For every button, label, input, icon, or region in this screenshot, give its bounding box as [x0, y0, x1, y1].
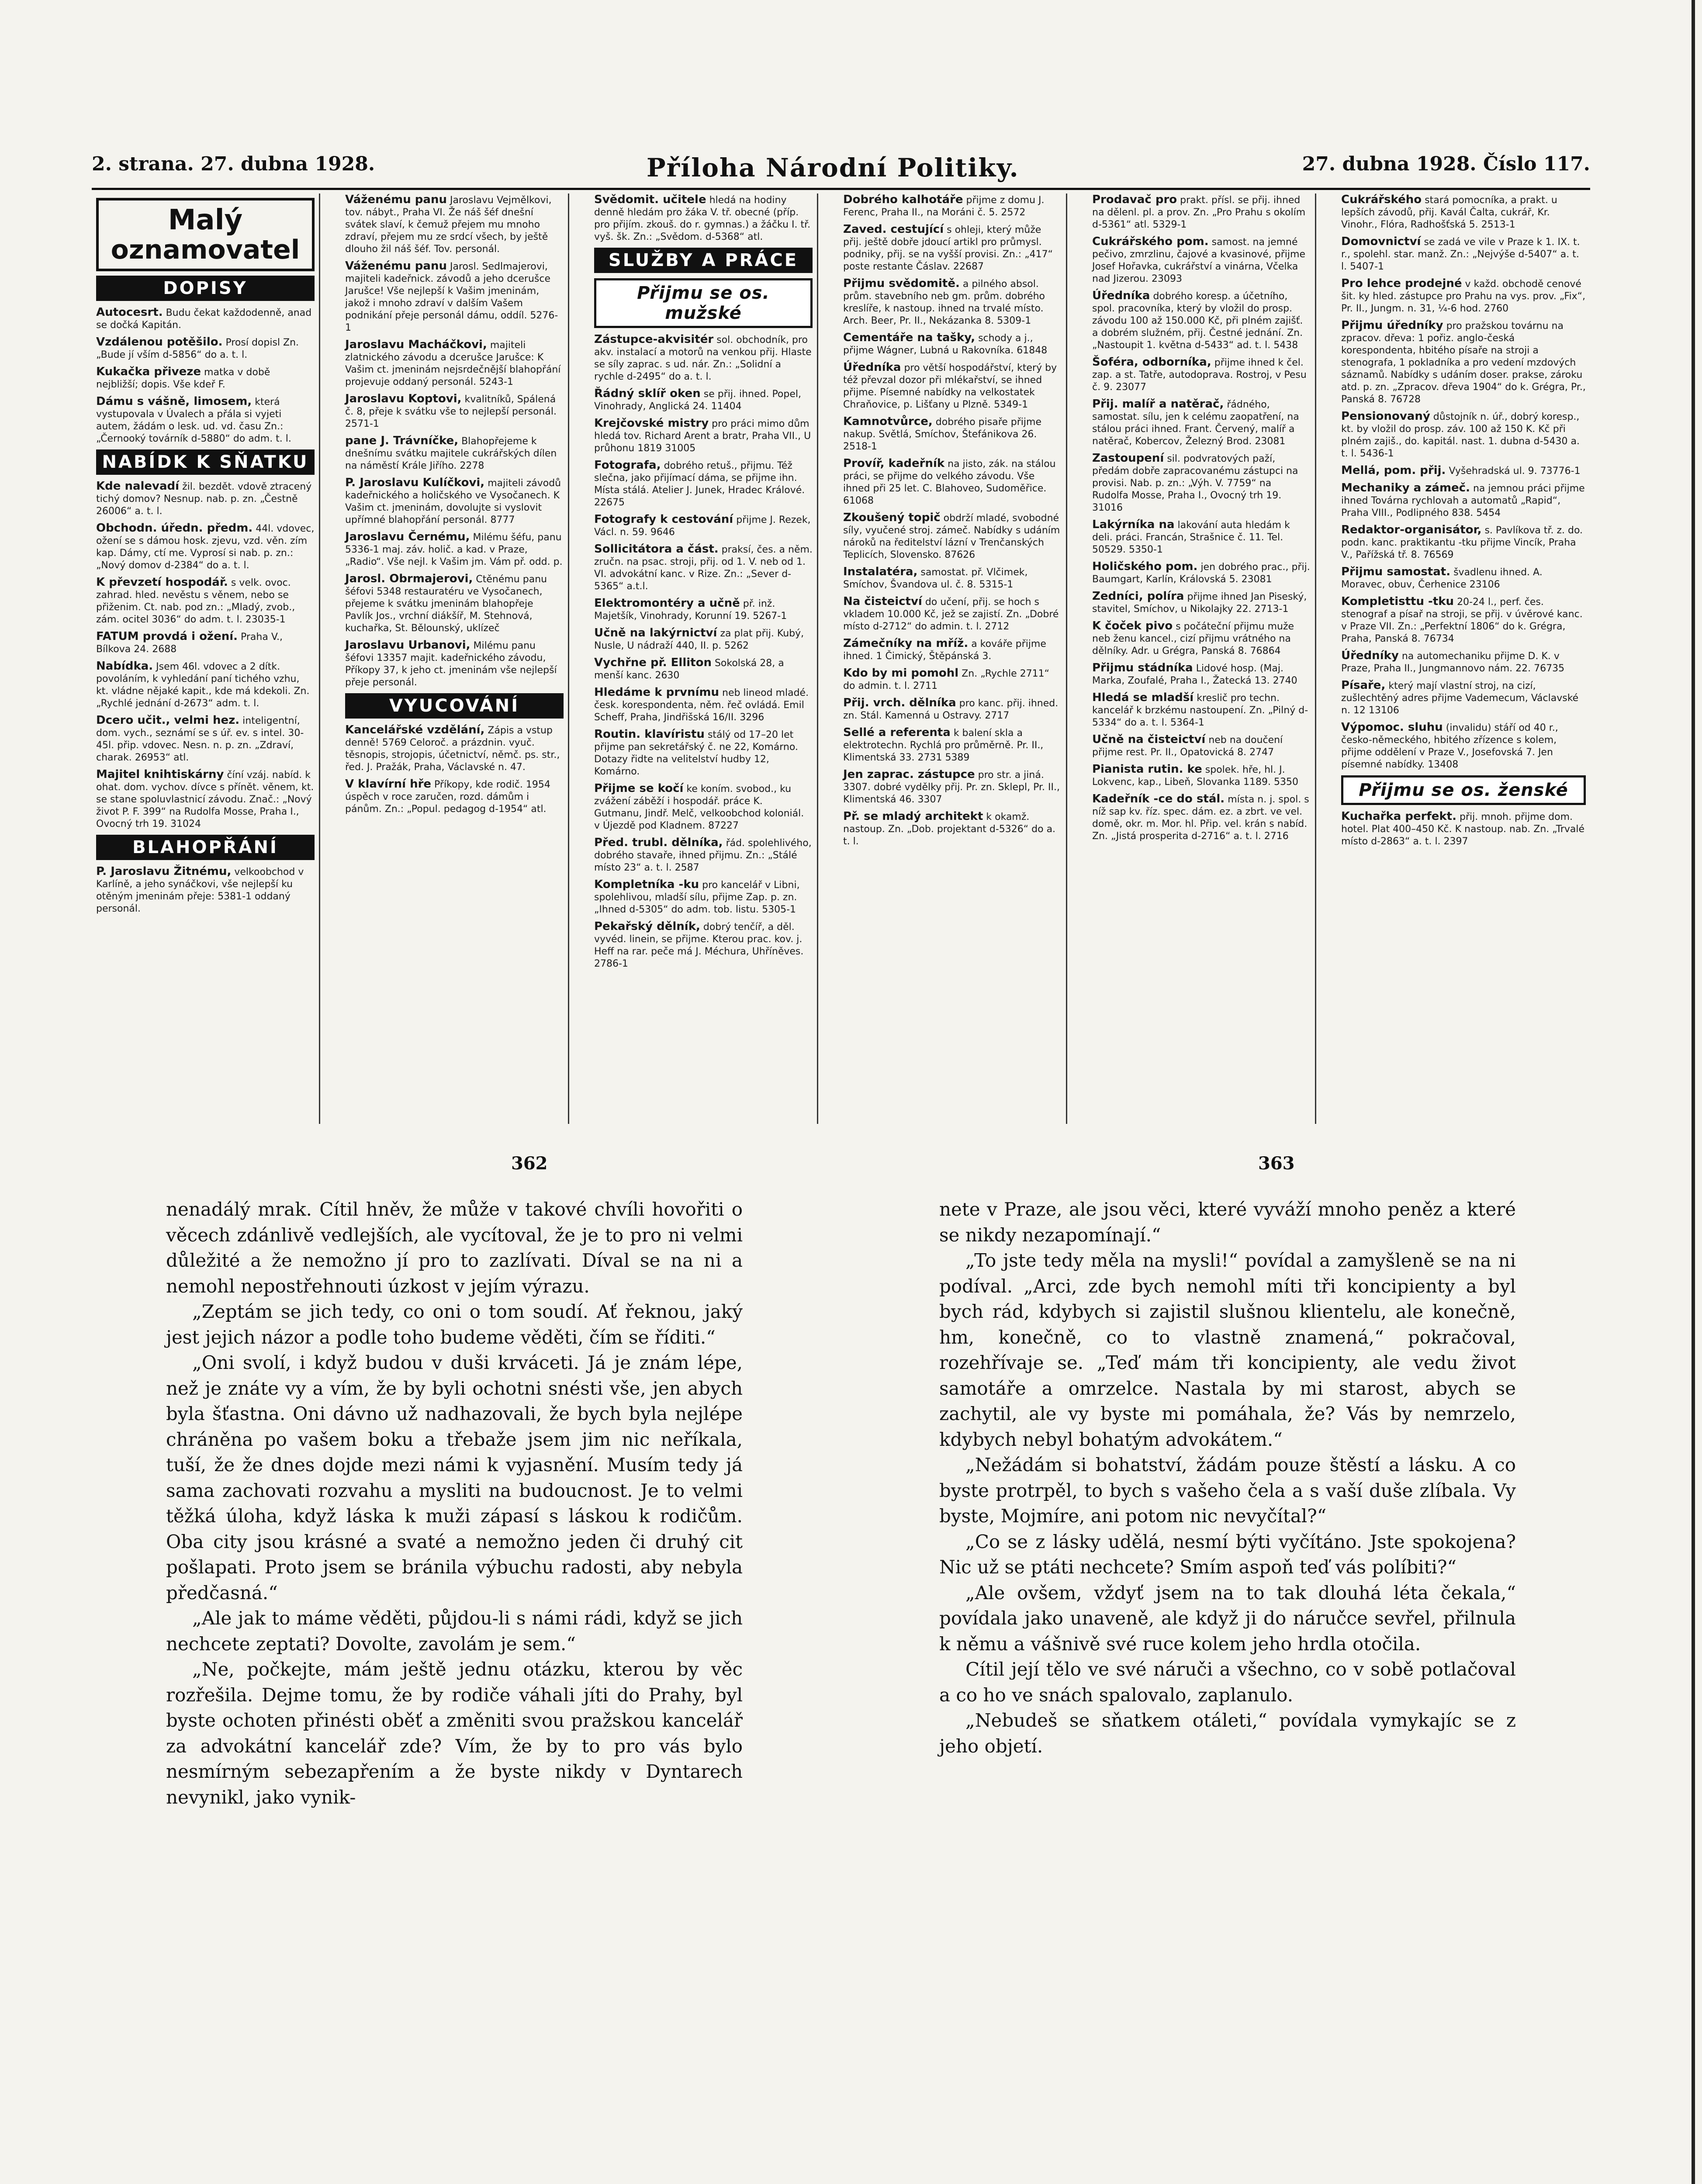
classified-ad: [96, 768, 315, 830]
classified-ad: [1092, 398, 1311, 448]
classified-ad-text: k okamž. nastoup. Zn. „Dob. projektant d-5326“ do a. t. l.: [843, 812, 1056, 847]
page-number-right: 363: [1258, 1153, 1295, 1174]
classified-ad-text: za plat přij. Kubý, Nusle, U nádraží 440, II. p. 5262: [594, 628, 804, 651]
classified-ad-heading: Kancelářské vzdělání,: [345, 723, 485, 736]
classified-ad-heading: Kompletníka -ku: [594, 878, 699, 891]
logo-line-2: oznamovatel: [111, 235, 300, 265]
classified-ad: [1341, 524, 1586, 561]
ads-column-4: [839, 194, 1067, 1124]
classified-ad: [843, 361, 1062, 411]
classified-ad-heading: Učně na čisteictví: [1092, 733, 1206, 746]
classified-ad-heading: Pro lehce prodejné: [1341, 277, 1462, 290]
classified-ad: [96, 336, 315, 361]
story-paragraph: „Oni svolí, i když budou v duši krváceti. Já je znám lépe, než je znáte vy a vím, že by byli ochotni snésti vše, jen abych byla šťastna. Oni dávno už nadhazovali, že bych byla nejlépe chráněna po vašem boku a třebaže jsem jim nic neříkala, tuší, že že dnes dojde mezi námi k vyjasnění. Musím tedy já sama zachovati rozvahu a mysliti na budoucnost. Je to velmi těžká úloha, když láska k muži zápasí s láskou k rodičům. Oba city jsou krásné a svaté a nemožno jeden či druhý cit pošlapati. Proto jsem se bránila výbuchu radosti, aby nebyla předčasná.“: [166, 1352, 743, 1603]
classified-ad-heading: Hledáme k prvnímu: [594, 686, 719, 699]
classified-ad-text: přijme ihned k čel. zap. a st. Tatře, autodoprava. Rostroj, v Pesu č. 9. 23077: [1092, 357, 1307, 393]
classified-ad-text: který mají vlastní stroj, na cizí, zušlechtěný adres přijme Vademecum, Václavské n. 12 13106: [1341, 681, 1579, 716]
classified-ad: [1341, 194, 1586, 231]
header-date-right: 27. dubna 1928. Číslo 117.: [1302, 153, 1590, 175]
classified-ad-text: která vystupovala v Úvalech a přála si vyjeti autem, žádám o lesk. ud. vd. času Zn.: „Černooký továrník d-5880“ do adm. t. l.: [96, 397, 291, 444]
classified-ad-text: velkoobchod v Karlíně, a jeho synáčkovi, vše nejlepší ku otěným jmeninám přeje: 5381-1 oddaný personál.: [96, 867, 304, 914]
classified-ad-heading: Svědomit. učitele: [594, 194, 706, 206]
classified-ad: [345, 194, 564, 256]
classified-ad-heading: pane J. Trávníčke,: [345, 434, 459, 447]
classified-ad: [843, 332, 1062, 357]
classified-ad: [843, 223, 1062, 273]
classified-ad-text: Příkopy, kde rodič. 1954 úspěch v roce zaručen, rozd. dámům i pánům. Zn.: „Popul. pedagog d-1954“ atl.: [345, 779, 550, 815]
classified-ad-heading: Jen zaprac. zástupce: [843, 768, 975, 781]
classified-ad-heading: Obchodn. úředn. předm.: [96, 522, 253, 535]
classified-ad-text: řádného, samostat. sílu, jen k celému zaopatření, na stálou práci ihned. Frant. Červený, malíř a natěrač, Kobercov, Železný Brod. 23081: [1092, 399, 1299, 447]
classified-ad: [594, 513, 813, 539]
classified-ad-text: na jisto, zák. na stálou práci, se přijme do velkého závodu. Vše ihned při 25 let. C. Blahoveo, Sudoměřice. 61068: [843, 459, 1056, 506]
classified-ad-heading: Kadeřník -ce do stál.: [1092, 792, 1225, 805]
classified-ad: [594, 728, 813, 778]
classified-ad-text: s počáteční přijmu muže neb ženu kancel., cizí přijmu vrátného na dělníky. Adr. u Grégra, Panská 8. 76864: [1092, 621, 1294, 657]
classified-ad-heading: Hledá se mladší: [1092, 691, 1194, 704]
classified-ad: [1341, 650, 1586, 675]
classified-ad: [1092, 235, 1311, 285]
classified-ad-text: prakt. přísl. se přij. ihned na dělenl. pl. a prov. Zn. „Pro Prahu s okolím d-5361“ atl. 5329-1: [1092, 195, 1306, 230]
classified-ad: [1341, 319, 1586, 406]
classified-ad-text: s. Pavlíkova tř. z. do. podn. kanc. praktikantu -tku přijme Vincík, Praha V., Pařížská tř. 8. 76569: [1341, 525, 1583, 560]
classified-ad-heading: Př. se mladý architekt: [843, 810, 983, 823]
classified-ad-heading: Autocesrt.: [96, 306, 163, 319]
classified-ad-heading: Mellá, pom. přij.: [1341, 464, 1446, 477]
classified-ad: [1341, 721, 1586, 771]
classified-ad: [345, 260, 564, 334]
classified-ad-text: př. inž. Majetšík, Vinohrady, Korunní 19. 5267-1: [594, 598, 787, 622]
novel-text-left-column: [166, 1197, 743, 1810]
classified-ad-text: schody a j., přijme Wágner, Lubná u Rakovníka. 61848: [843, 333, 1048, 356]
ads-column-2: [341, 194, 569, 1124]
maly-oznamovatel-logo: [96, 198, 315, 271]
logo-line-1: Malý: [168, 204, 243, 236]
classified-ad-text: číní vzáj. nabíd. k ohat. dom. vychov. dívce s přínět. věnem, kt. se stane spoluvlastnicí závodu. Znač.: „Nový život P. F. 399“ na Rudolfa Mosse, Praha I., Ovocný trh 19. 31024: [96, 770, 314, 829]
classified-ad: [1341, 595, 1586, 645]
classified-ad: [843, 810, 1062, 848]
classified-ad-text: na jemnou práci přijme ihned Továrna rychlovah a automatů „Rapid“, Praha VIII., Podlipného 838. 5454: [1341, 483, 1585, 518]
classified-ad-heading: Zámečníky na mříž.: [843, 637, 969, 650]
classified-ad-heading: Přijmu svědomitě.: [843, 277, 960, 290]
classified-ad-text: Zn. „Rychle 2711“ do admin. t. l. 2711: [843, 668, 1049, 691]
classified-ad-heading: Kamnotvůrce,: [843, 415, 933, 428]
classified-ad: [96, 522, 315, 572]
classified-ad: [843, 667, 1062, 692]
classified-ad: [594, 417, 813, 455]
classified-ad: [1341, 679, 1586, 717]
classified-ad-heading: Zkoušený topič: [843, 511, 941, 524]
story-paragraph: „Nežádám si bohatství, žádám pouze štěstí a lásku. A co byste protrpěl, to bych s vašeho čela a s vaší duše zlíbala. Vy byste, Mojmíre, ani potom nic nevyčítal?“: [939, 1454, 1516, 1527]
classified-ad-heading: Cementáře na tašky,: [843, 331, 976, 344]
classified-ad-text: přijme ihned Jan Piseský, stavitel, Smíchov, u Nikolajky 22. 2713-1: [1092, 591, 1307, 615]
classified-ad-heading: Jarosl. Obrmajerovi,: [345, 572, 473, 585]
classified-ad-heading: Fotografa,: [594, 459, 661, 472]
classified-ad-text: praksí, čes. a něm. zručn. na psac. stroji, přij. od 1. V. neb od 1. VI. advokátní kanc. v Rize. Zn.: „Sever d-5365“ a.t.l.: [594, 544, 813, 592]
classified-ad-text: Ctěnému panu šéfovi 5348 restauratéru ve Vysočanech, přejeme k svátku jmeninám blahopřeje Pavlík Jos., vrchní diákšíř, M. Stehnová, kuchařka, St. Bělounský, uklízeč: [345, 574, 547, 634]
classified-ad: [345, 531, 564, 568]
classified-ad-text: švadlenu ihned. A. Moravec, obuv, Čerhenice 23106: [1341, 567, 1543, 590]
classified-ad: [1092, 590, 1311, 615]
novel-text-right-column: [939, 1197, 1516, 1759]
classified-ad-heading: Nabídka.: [96, 660, 153, 673]
classified-ad-text: do učení, přij. se hoch s vkladem 10.000 Kč, jež se zajistí. Zn. „Dobré místo d-2712“ do admin. t. l. 2712: [843, 597, 1059, 632]
classified-ad: [1341, 810, 1586, 848]
page-number-left: 362: [511, 1153, 548, 1174]
classified-ad-heading: Sellé a referenta: [843, 726, 951, 739]
classified-ad: [345, 724, 564, 774]
classified-ad-heading: Prodavač pro: [1092, 194, 1177, 206]
classified-ad-text: v každ. obchodě cenové šit. ky hled. zástupce pro Prahu na vys. prov. „Fix“, Pr. II., Jungm. n. 31, ¼-6 hod. 2760: [1341, 279, 1585, 314]
classified-ad-heading: Elektromontéry a učně: [594, 597, 740, 610]
classified-ad-heading: Váženému panu: [345, 259, 447, 273]
classified-ad-heading: Sollicitátora a část.: [594, 543, 719, 556]
story-paragraph: „Co se z lásky udělá, nesmí býti vyčítáno. Jste spokojena? Nic už se ptáti nechcete? Smím aspoň teď vás políbiti?“: [939, 1531, 1516, 1578]
classified-ad-heading: Přij. vrch. dělníka: [843, 696, 956, 709]
classified-ad-heading: Učně na lakýrnictví: [594, 626, 717, 639]
classified-ad-heading: Zaved. cestující: [843, 223, 944, 236]
classified-ad-text: neb lineod mladé. česk. korespondenta, něm. řeč ovládá. Emil Scheff, Praha, Jindřišská 16/II. 3296: [594, 688, 809, 723]
classified-ad-text: stará pomocníka, a prakt. u lepších závodů, přij. Kavál Čalta, cukrář, Kr. Vinohr., Flóra, Radhošťská 5. 2513-1: [1341, 195, 1557, 230]
story-paragraph: „To jste tedy měla na mysli!“ povídal a zamyšleně se na ni podíval. „Arci, zde bych nemohl míti tři koncipienty a byl bych rád, kdybych si zajistil slušnou klientelu, ale konečně, hm, konečně, co to vlastně znamená,“ pokračoval, rozehřívaje se. „Teď mám tři koncipienty, ale vedu život samotáře a omrzelce. Nastala by mi starost, abych se zachytil, ale vy byste mi pomáhala, že? Vás by nemrzelo, kdybych nebyl bohatým advokátem.“: [939, 1250, 1516, 1450]
classified-ad: [594, 878, 813, 916]
classified-ad-text: sil. podvratových paží, předám dobře zapracovanému zástupci na provisi. Nab. p. zn.: „Výh. V. 7759“ na Rudolfa Mosse, Praha I., Ovocný trh 19. 31016: [1092, 453, 1298, 513]
classified-ad-text: 44l. vdovec, ožení se s dámou hosk. zjevu, vzd. věn. zím kap. Dámy, ctí me. Vyprosí si nab. p. zn.: „Nový domov d-2384“ do a. t. l.: [96, 523, 315, 571]
classified-ad-heading: Přijme se kočí: [594, 782, 684, 795]
header-title: Příloha Národní Politiky.: [647, 153, 1019, 183]
classified-ad: [594, 686, 813, 724]
classified-ad: [96, 660, 315, 710]
classified-ad-heading: P. Jaroslavu Kulíčkovi,: [345, 476, 485, 489]
classified-ad-text: neb na doučení přijme rest. Pr. II., Opatovická 8. 2747: [1092, 735, 1283, 758]
story-paragraph: „Zeptám se jich tedy, co oni o tom soudí. Ať řeknou, jaký jest jejich názor a podle toho budeme věděti, čím se říditi.“: [166, 1301, 743, 1348]
classified-ad-heading: Lakýrníka na: [1092, 518, 1175, 531]
classified-ad-heading: Instalatéra,: [843, 565, 918, 578]
classified-ad-heading: Jaroslavu Macháčkovi,: [345, 338, 487, 351]
classified-ad: [594, 627, 813, 652]
classified-ad: [843, 194, 1062, 219]
classified-ad-heading: Přijmu samostat.: [1341, 565, 1451, 578]
classified-ad-heading: Šoféra, odborníka,: [1092, 356, 1211, 369]
classified-ad-text: Sokolská 28, a menší kanc. 2630: [594, 658, 784, 681]
classified-ad-heading: Kde nalevadí: [96, 480, 180, 493]
classified-ad-heading: Úředníka: [843, 361, 901, 374]
story-paragraph: „Ale ovšem, vždyť jsem na to tak dlouhá léta čekala,“ povídala jako unaveně, ale když ji do náručce sevřel, přilnula k němu a vášnivě své ruce kolem jeho hrdla otočila.: [939, 1582, 1516, 1655]
classified-ad-heading: Přijmu úředníky: [1341, 319, 1443, 332]
classified-ad: [345, 339, 564, 388]
classified-ad: [345, 477, 564, 526]
classified-ad-text: a pilného absol. prům. stavebního neb gm. prům. dobrého kreslíře, k nastoup. ihned na trvalé místo. Arch. Beer, Pr. II., Nekázanka 8. 5309-1: [843, 279, 1045, 326]
classified-ad-heading: Dobrého kalhotáře: [843, 194, 963, 206]
classified-ad-heading: Vzdálenou potěšilo.: [96, 335, 223, 349]
classified-ad-text: obdrží mladé, svobodné síly, vyučené stroj. zámeč. Nabídky s udáním nároků na ředitelství lázní v Trenčanských Teplicích, Slovensko. 87626: [843, 513, 1060, 560]
classified-ad-text: Zápis a vstup denně! 5769 Celoroč. a prázdnin. vyuč. těsnopis, strojopis, účetnictví, němč. ps. str., řed. J. Pražák, Praha, Václavské n. 47.: [345, 725, 560, 773]
story-paragraph: Cítil její tělo ve své náruči a všechno, co v sobě potlačoval a co ho ve snách spalovalo, zaplanulo.: [939, 1659, 1516, 1706]
classified-ad: [345, 573, 564, 635]
classified-ad-heading: Províř, kadeřník: [843, 457, 945, 470]
classified-ad-text: pro pražskou továrnu na zpracov. dřeva: 1 pořiz. anglo-česká korespondenta, hbitého písaře na stroji a stenografa, 1 pokladníka a pro vedení mzdových sáznamů. Nabídky s udáním doser. prakse, zároku atd. p. zn. „Zpracov. dřeva 1904“ do k. Grégra, Pr., Panská 8. 76728: [1341, 321, 1586, 405]
classified-ad-text: 20-24 l., perf. čes. stenograf a písař na stroji, se přij. v úvěrové kanc. v Praze VII. Zn.: „Perfektní 1806“ do k. Grégra, Praha, Panská 8. 76734: [1341, 597, 1583, 644]
classified-ad: [96, 576, 315, 626]
classified-ad: [1092, 194, 1311, 231]
classified-ads: [92, 188, 1590, 1129]
classified-ad-text: přijme J. Rezek, Václ. n. 59. 9646: [594, 515, 811, 538]
classified-ad: [1341, 464, 1586, 477]
classified-ad: [843, 697, 1062, 722]
classified-ad-text: (invalidu) stáří od 40 r., česko-německého, hbitého zřízence s kolem, přijme oddělení v Praze V., Josefovská 7. Jen písemné nabídky. 13408: [1341, 722, 1558, 770]
classified-ad-text: dobrého koresp. a účetního, spol. pracovníka, který by vložil do prosp. závodu 100 až 150.000 Kč, při plném zajišť. a dobrém služném, přij. Čestné jednání. Zn. „Nastoupit 1. května d-5433“ ad. t. l. 5438: [1092, 291, 1303, 351]
classified-ad-heading: Pensionovaný: [1341, 410, 1430, 423]
classified-ad-text: samostat. př. Vlčimek, Smíchov, Švandova ul. č. 8. 5315-1: [843, 567, 1028, 590]
classified-ad: [1092, 518, 1311, 556]
classified-ad-text: pro kanc. přij. ihned. zn. Stál. Kamenná u Ostravy. 2717: [843, 698, 1059, 721]
classified-ad-heading: Routin. klavíristu: [594, 728, 705, 741]
classified-ad: [96, 306, 315, 332]
ads-column-1: [92, 194, 320, 1124]
classified-ad-heading: Kdo by mi pomohl: [843, 667, 959, 680]
classified-ad: [594, 836, 813, 874]
section-banner-prijmu-muzske: Přijmu se os. mužské: [594, 278, 813, 328]
classified-ad-heading: Zedníci, políra: [1092, 590, 1184, 603]
classified-ad-text: s velk. ovoc. zahrad. hled. nevěstu s věnem, nebo se přiženim. Ct. nab. pod zn.: „Mladý, zvob., zám. ocitel 3036“ do adm. t. l. 23035-1: [96, 577, 295, 625]
classified-ad-text: Jarosl. Sedlmajerovi, majiteli kadeřnick. závodů a jeho dcerušce Jarušce! Vše nejlepší k Vašim jmeninám, jakož i mnoho zdraví v dalším Vašem podnikání přeje personál dámu, oddíl. 5276-1: [345, 261, 558, 333]
classified-ad: [594, 657, 813, 682]
classified-ad-text: Jaroslavu Vejmělkovi, tov. nábyt., Praha VI. Že náš šéf dnešní svátek slaví, k čemuž přejem mu mnoho zdraví, přejem mu ze srdcí všech, by ještě dlouho žil náš šéf. Tov. personál.: [345, 195, 552, 255]
classified-ad-text: Praha V., Bílkova 24. 2688: [96, 632, 283, 655]
classified-ad-heading: Pianista rutin. ke: [1092, 763, 1202, 776]
classified-ad: [345, 639, 564, 689]
section-banner-prijmu-zenske: Přijmu se os. ženské: [1341, 775, 1586, 805]
classified-ad-heading: Cukrářského pom.: [1092, 235, 1209, 248]
classified-ad-heading: Cukrářského: [1341, 194, 1422, 206]
classified-ad-text: na automechaniku přijme D. K. v Praze, Praha II., Jungmannovo nám. 22. 76735: [1341, 651, 1565, 674]
classified-ad-text: Milému šéfu, panu 5336-1 maj. záv. holič. a kad. v Praze, „Radio“. Vše nejl. k Vašim jm. Vám př. odd. p.: [345, 532, 563, 567]
classified-ad-heading: Zástupce-akvisitér: [594, 333, 714, 346]
classified-ad-text: s ohleji, který může přij. ještě dobře jdoucí artikl pro průmysl. podniky, přij. se na vyšší provisi. Zn.: „417“ poste restante Čáslav. 22687: [843, 225, 1053, 272]
classified-ad-heading: Dámu s vášně, limosem,: [96, 395, 252, 408]
classified-ad-text: Vyšehradská ul. 9. 73776-1: [1449, 466, 1581, 477]
classified-ad-text: matka v době nejbližší; dopis. Vše kdeř F.: [96, 367, 270, 390]
classified-ad-text: pro větší hospodářství, který by též převzal dozor při mlékařství, se ihned přijme. Písemné nabídky na velkostatek Chraňovice, p. Lišťany u Plzně. 5349-1: [843, 363, 1057, 410]
header-date-left: 2. strana. 27. dubna 1928.: [92, 153, 375, 175]
section-banner-sňatek: NABÍDK K SŇATKU: [96, 449, 315, 475]
ads-column-3: [590, 194, 818, 1124]
story-paragraph: „Ne, počkejte, mám ještě jednu otázku, kterou by věc rozřešila. Dejme tomu, že by rodiče váhali jíti do Prahy, byl byste ochoten přinésti oběť a změniti svou pražskou kancelář za advokátní kancelář zde? Vím, že by to pro vás bylo nesmírným sebezapřením a že byste nikdy v Dyntarech nevynikl, jako vynik-: [166, 1659, 743, 1808]
classified-ad-heading: Úředníka: [1092, 289, 1150, 302]
classified-ad-heading: Řádný sklíř oken: [594, 387, 701, 400]
classified-ad-text: důstojník n. úř., dobrý koresp., kt. by vložil do prosp. záv. 100 až 150 K. Kč při plném zajiš., do. kapitál. nast. 1. dubna d-5430 a. t. l. 5436-1: [1341, 411, 1580, 459]
classified-ad-heading: Fotografy k cestování: [594, 513, 733, 526]
classified-ad: [843, 277, 1062, 327]
classified-ad-heading: Přijmu stádníka: [1092, 661, 1193, 674]
classified-ad: [1092, 733, 1311, 759]
classified-ad-text: sol. obchodník, pro akv. instalací a motorů na venkou přij. Hlaste se síly zaprac. s ud. nár. Zn.: „Solidní a rychle d-2495“ do a. t. l.: [594, 335, 812, 382]
classified-ad: [1092, 560, 1311, 586]
classified-ad: [1341, 566, 1586, 591]
classified-ad-text: a kováře přijme ihned. 1 Čimický, Štěpánská 3.: [843, 639, 1046, 662]
story-paragraph: „Ale jak to máme věděti, půjdou-li s námi rádi, když se jich nechcete zeptati? Dovolte, zavolám je sem.“: [166, 1607, 743, 1655]
classified-ad-heading: Kuchařka perfekt.: [1341, 810, 1456, 823]
classified-ad-heading: Jaroslavu Urbanovi,: [345, 639, 470, 652]
classified-ad-heading: Zastoupení: [1092, 452, 1164, 465]
ads-column-5: [1088, 194, 1316, 1124]
classified-ad-heading: Výpomoc. sluhu: [1341, 721, 1443, 734]
classified-ad: [1092, 290, 1311, 352]
classified-ad-heading: Jaroslavu Koptovi,: [345, 392, 462, 405]
classified-ad-heading: K převzetí hospodář.: [96, 576, 228, 589]
classified-ad: [1341, 482, 1586, 519]
classified-ad-heading: Vychřne př. Elliton: [594, 656, 712, 669]
classified-ad-text: se zadá ve vile v Praze k 1. IX. t. r., spolehl. star. manž. Zn.: „Nejvýše d-5407“ a. t. l. 5407-1: [1341, 237, 1580, 272]
classified-ad-text: Blahopřejeme k dnešnímu svátku majitele cukrářských dílen na náměstí Krále Jiřího. 2278: [345, 436, 557, 471]
classified-ad-heading: Pekařský dělník,: [594, 920, 700, 933]
classified-ad-text: dobrého retuš., přijmu. Též slečna, jako přijímací dáma, se přijme ihn. Místa stálá. Atelier J. Junek, Hradec Králové. 22675: [594, 460, 805, 508]
classified-ad-text: ke koním. svobod., ku zvážení záběží i hospodář. práce K. Gutmanu, Jindř. Melč, velkoobchod koloniál. v Újezdě pod Kladnem. 87227: [594, 784, 804, 831]
classified-ad: [843, 511, 1062, 561]
classified-ad: [1092, 793, 1311, 843]
classified-ad-text: majiteli zlatnického závodu a dcerušce Jarušce: K Vašim ct. jmeninám nejsrdečnější blahopřání projevuje oddaný personál. 5243-1: [345, 340, 561, 387]
classified-ad: [843, 595, 1062, 633]
classified-ad: [96, 714, 315, 764]
classified-ad-text: pro str. a jiná. 3307. dobré vydělky přij. Pr. zn. Sklepl, Pr. II., Klimentská 46. 3307: [843, 770, 1060, 805]
story-paragraph: nenadálý mrak. Cítil hněv, že může v takové chvíli hovořiti o věcech zdánlivě vedlejších, ale vycítoval, že je to pro ni velmi důležité a že nemožno jí pro to zazlívati. Díval se na ni a nemohl nepostřehnouti úzkost v jejím výrazu.: [166, 1199, 743, 1297]
classified-ad-text: inteligentní, dom. vych., seznámí se s úř. ev. s intel. 30-45l. přip. vdovec. Nesn. n. p. zn. „Zdraví, charak. 26953“ atl.: [96, 715, 304, 763]
classified-ad: [594, 597, 813, 622]
classified-ad-heading: Úředníky: [1341, 649, 1399, 662]
classified-ad-heading: Váženému panu: [345, 194, 447, 206]
classified-ad-heading: Jaroslavu Černému,: [345, 530, 470, 543]
classified-ad: [1341, 235, 1586, 273]
classified-ad: [1092, 763, 1311, 788]
classified-ad-text: kreslič pro techn. kancelář k brzkému nastoupení. Zn. „Pilný d-5334“ do a. t. l. 5364-1: [1092, 693, 1308, 728]
page-edge: [1692, 0, 1695, 2184]
classified-ad-text: žil. bezdět. vdově ztracený tichý domov? Nesnup. nab. p. zn. „Čestně 26006“ a. t. l.: [96, 481, 312, 517]
section-banner-blahoprani: BLAHOPŘÁNÍ: [96, 835, 315, 860]
story-paragraph: nete v Praze, ale jsou věci, které vyváží mnoho peněz a které se nikdy nezapomínají.“: [939, 1199, 1516, 1246]
classified-ad-heading: Krejčovské mistry: [594, 417, 709, 430]
classified-ad: [843, 566, 1062, 591]
classified-ad-heading: Přij. malíř a natěrač,: [1092, 397, 1224, 411]
classified-ad: [96, 630, 315, 656]
classified-ad-text: dobrého pisaře přijme nakup. Světlá, Smíchov, Štefánikova 26. 2518-1: [843, 417, 1041, 452]
classified-ad: [594, 543, 813, 593]
classified-ad: [345, 778, 564, 816]
classified-ad-text: stálý od 17–20 let přijme pan sekretářský č. ne 22, Komárno. Dotazy řidte na velitelství hudby 12, Komárno.: [594, 729, 798, 777]
story-paragraph: „Nebudeš se sňatkem otáleti,“ povídala vymykajíc se z jeho objetí.: [939, 1710, 1516, 1757]
classified-ad-text: se přij. ihned. Popel, Vinohrady, Anglická 24. 11404: [594, 389, 801, 412]
classified-ad-text: pro kancelář v Libni, spolehlivou, mladší sílu, přijme Zap. p. zn. „Ihned d-5305“ do adm. tob. listu. 5305-1: [594, 880, 800, 915]
classified-ad: [843, 637, 1062, 663]
classified-ad: [96, 480, 315, 518]
classified-ad: [96, 366, 315, 391]
classified-ad: [1341, 410, 1586, 460]
classified-ad-text: Jsem 46l. vdovec a 2 dítk. povoláním, k vyhledání paní tichého vzhu, kt. vládne nějaké kapit., kde má kdekoli. Zn. „Rychlé jednání d-2673“ adm. t. l.: [96, 661, 310, 709]
classified-ad: [843, 457, 1062, 507]
classified-ad-text: přijme z domu J. Ferenc, Praha II., na Moráni č. 5. 2572: [843, 195, 1045, 218]
classified-ad-heading: P. Jaroslavu Žitnému,: [96, 865, 232, 878]
classified-ad-text: hledá na hodiny denně hledám pro žáka V. tř. obecné (příp. pro přijím. zkouš. do r. gymnas.) a žáčku I. tř. vyš. šk. Zn.: „Svědom. d-5368“ atl.: [594, 195, 811, 242]
page-header: [92, 153, 1590, 188]
section-banner-sluzby: SLUŽBY A PRÁCE: [594, 248, 813, 273]
classified-ad-heading: Kukačka přiveze: [96, 365, 201, 378]
classified-ad-text: spolek. hře, hl. J. Lokvenc, kap., Libeň, Slovanka 1189. 5350: [1092, 764, 1299, 788]
classified-ad: [345, 435, 564, 472]
classified-ad-heading: Před. trubl. dělníka,: [594, 836, 723, 849]
classified-ad-heading: Holičského pom.: [1092, 560, 1198, 573]
classified-ad-heading: FATUM provdá i ožení.: [96, 630, 238, 643]
classified-ad-heading: Domovnictví: [1341, 235, 1421, 248]
classified-ad-text: Budu čekat každodenně, anad se dočká Kapitán.: [96, 308, 312, 331]
classified-ad-text: Prosí dopisl Zn. „Bude jí vším d-5856“ do a. t. l.: [96, 337, 299, 360]
classified-ad-heading: Redaktor-organisátor,: [1341, 523, 1482, 536]
classified-ad-text: majiteli závodů kadeřnického a holičského ve Vysočanech. K Vašim ct. jmeninám, dovolujte si vyslovit upřímné blahopřání personál. 8777: [345, 478, 561, 525]
classified-ad: [345, 393, 564, 430]
classified-ad: [1092, 662, 1311, 687]
classified-ad-text: Milému panu šéfovi 13357 majit. kadeřnického závodu, Příkopy 37, k jeho ct. jmeninám vše nejlepší přeje personál.: [345, 640, 557, 688]
classified-ad-text: kvalitníků, Spálená č. 8, přeje k svátku vše to nejlepší personál. 2571-1: [345, 394, 557, 429]
classified-ad-text: lakování auta hledám k deli. práci. Francán, Strašnice č. 11. Tel. 50529. 5350-1: [1092, 520, 1290, 555]
classified-ad: [96, 865, 315, 915]
section-banner-dopisy: DOPISY: [96, 276, 315, 301]
classified-ad-heading: Písaře,: [1341, 679, 1386, 692]
classified-ad-heading: V klavírní hře: [345, 778, 432, 791]
classified-ad: [594, 387, 813, 413]
classified-ad: [843, 768, 1062, 806]
classified-ad-heading: Majitel knihtiskárny: [96, 768, 224, 781]
classified-ad-heading: Kompletisttu -tku: [1341, 595, 1454, 608]
classified-ad-heading: Dcero učit., velmi hez.: [96, 714, 240, 727]
classified-ad: [1341, 277, 1586, 315]
classified-ad: [594, 782, 813, 832]
section-banner-vyucovani: VYUCOVÁNÍ: [345, 693, 564, 719]
classified-ad-text: samost. na jemné pečivo, zmrzlinu, čajové a kvasinové, přijme Josef Hořavka, cukrářství a vinárna, Včelka nad Jizerou. 23093: [1092, 237, 1305, 284]
classified-ad: [1092, 356, 1311, 394]
classified-ad: [594, 459, 813, 509]
classified-ad-text: přij. mnoh. přijme dom. hotel. Plat 400–450 Kč. K nastoup. nab. Zn. „Trvalé místo d-2863“ a. t. l. 2397: [1341, 812, 1585, 847]
classified-ad: [1092, 691, 1311, 729]
classified-ad-text: řád. spolehlivého, dobrého stavaře, ihned přijmu. Zn.: „Stálé místo 23“ a. t. l. 2587: [594, 838, 812, 873]
ads-column-6: [1337, 194, 1590, 1124]
classified-ad: [594, 920, 813, 970]
classified-ad-text: pro práci mimo dům hledá tov. Richard Arent a bratr, Praha VII., U průhonu 1819 31005: [594, 418, 811, 454]
classified-ad: [843, 415, 1062, 453]
classified-ad-text: místa n. j. spol. s níž sap kv. říz. spec. dám. ez. a zbrt. ve vel. domě, okr. m. Mor. hl. Přip. vel. krán s nabíd. Zn. „Jistá prosperita d-2716“ a. t. l. 2716: [1092, 794, 1309, 842]
classified-ad-text: Lidové hosp. (Maj. Marka, Zoufalé, Praha I., Žatecká 13. 2740: [1092, 663, 1297, 686]
classified-ad: [1092, 452, 1311, 514]
classified-ad: [1092, 620, 1311, 657]
classified-ad-heading: K čoček pivo: [1092, 619, 1173, 632]
classified-ad: [594, 194, 813, 243]
classified-ad: [594, 333, 813, 383]
classified-ad-text: k balení skla a elektrotechn. Rychlá pro průměrně. Pr. II., Klimentská 33. 2731 5389: [843, 728, 1044, 763]
classified-ad: [843, 726, 1062, 764]
classified-ad-text: jen dobrého prac., přij. Baumgart, Karlín, Královská 5. 23081: [1092, 562, 1310, 585]
classified-ad-heading: Mechaniky a zámeč.: [1341, 481, 1470, 494]
classified-ad-text: dobrý tenčíř, a děl. vyvéd. linein, se přijme. Kterou prac. kov. j. Heff na rar. peče má J. Méchura, Uhříněves. 2786-1: [594, 922, 804, 969]
classified-ad-heading: Na čisteictví: [843, 595, 922, 608]
classified-ad: [96, 395, 315, 445]
